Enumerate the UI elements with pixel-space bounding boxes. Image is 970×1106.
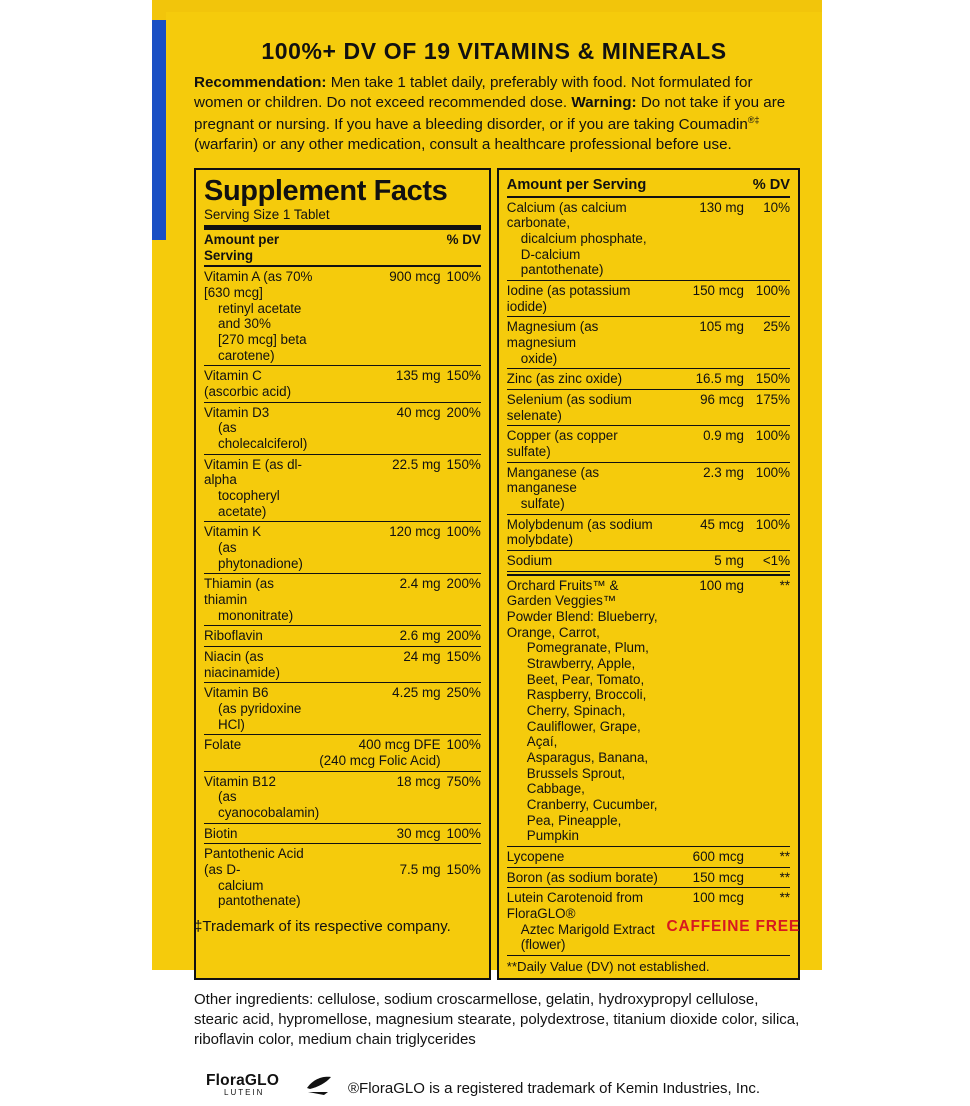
header-amount-per-serving: Amount per Serving: [507, 175, 658, 197]
nutrient-dv: 150%: [750, 369, 790, 390]
nutrient-amount: 16.5 mg: [658, 369, 750, 390]
table-row: [507, 462, 790, 514]
table-row: [204, 735, 481, 771]
floraglo-row: [206, 1072, 808, 1106]
left-white-background: [0, 0, 152, 970]
nutrient-name-line1: Vitamin A (as 70% [630 mcg]: [204, 269, 313, 300]
nutrient-name: Iodine (as potassium iodide): [507, 280, 658, 316]
right-white-background: [822, 0, 970, 970]
nutrient-dv: 100%: [750, 426, 790, 462]
nutrient-amount: 105 mg: [658, 317, 750, 369]
blend-dv: **: [750, 888, 790, 956]
table-row: [204, 771, 481, 823]
warning-label: Warning:: [571, 94, 637, 112]
blend-name-line2: Aztec Marigold Extract (flower): [520, 921, 655, 953]
label-content: [166, 12, 822, 1098]
leaf-swoosh-icon: [306, 1074, 332, 1096]
recommendation-text-2: Do not take if you are pregnant or nursing. If you have a bleeding disorder, or if you are taking Coumadin: [194, 94, 786, 133]
nutrient-dv: 100%: [750, 514, 790, 550]
table-header-row: [507, 175, 790, 197]
nutrient-amount: 130 mg: [658, 197, 750, 281]
nutrient-dv: 250%: [447, 683, 481, 735]
daily-value-footnote: **Daily Value (DV) not established.: [506, 959, 710, 975]
nutrient-name: Selenium (as sodium selenate): [507, 389, 658, 425]
floraglo-logo-subtitle: LUTEIN: [224, 1087, 265, 1097]
nutrient-dv: <1%: [750, 551, 790, 572]
nutrient-name-line1: Manganese (as manganese: [506, 464, 600, 496]
table-row: [204, 823, 481, 844]
nutrient-amount: 18 mcg: [319, 771, 446, 823]
nutrient-name: Folate: [204, 735, 319, 771]
nutrient-name-line2: (as cyanocobalamin): [218, 789, 320, 821]
nutrient-name-line2: (as phytonadione): [218, 540, 303, 571]
recommendation-label: Recommendation:: [194, 74, 327, 91]
table-row: [204, 626, 481, 647]
nutrient-name: [204, 454, 319, 522]
nutrient-dv: 100%: [447, 823, 481, 844]
nutrient-name: Biotin: [204, 823, 319, 844]
nutrient-name-line2: dicalcium phosphate,: [520, 230, 647, 246]
recommendation-text-3: (warfarin) or any other medication, consult a healthcare professional before use.: [194, 136, 732, 154]
table-row: [507, 197, 790, 281]
blend-name-line2: Powder Blend: Blueberry, Orange, Carrot,: [506, 609, 658, 640]
nutrient-dv: 10%: [750, 197, 790, 281]
nutrient-amount: [319, 735, 446, 771]
caffeine-free-badge: CAFFEINE FREE: [666, 918, 800, 935]
table-row: [204, 402, 481, 454]
nutrient-name-line1: Pantothenic Acid (as D-: [204, 846, 304, 878]
blend-name: Boron (as sodium borate): [507, 867, 658, 888]
nutrient-name-line1: Magnesium (as magnesium: [506, 319, 599, 350]
floraglo-logo-name: FloraGLO: [206, 1071, 280, 1089]
table-row: [507, 514, 790, 550]
nutrient-amount: 22.5 mg: [319, 454, 446, 522]
nutrient-name-line2: oxide): [520, 350, 558, 366]
header-percent-dv: % DV: [447, 230, 481, 266]
blend-name-line1: Orchard Fruits™ & Garden Veggies™: [506, 577, 619, 609]
nutrient-amount: 900 mcg: [319, 266, 446, 366]
table-header-row: [204, 230, 481, 266]
blend-amount: 100 mg: [658, 576, 750, 847]
coumadin-superscript: ®‡: [747, 114, 760, 125]
nutrient-name: [507, 317, 658, 369]
blend-line: Beet, Pear, Tomato, Raspberry, Broccoli,: [526, 671, 647, 703]
nutrient-name: [204, 266, 319, 366]
nutrient-amount-line1: 400 mcg DFE: [358, 737, 441, 753]
nutrient-dv: 100%: [750, 462, 790, 514]
blend-dv: **: [750, 867, 790, 888]
table-row: [507, 389, 790, 425]
nutrient-dv: 200%: [447, 626, 481, 647]
bottom-row: [194, 918, 800, 936]
nutrient-name-line2: mononitrate): [218, 607, 294, 623]
nutrient-dv: 100%: [750, 280, 790, 316]
nutrient-dv: 200%: [447, 402, 481, 454]
nutrient-name-line1: Vitamin B6: [204, 685, 269, 701]
table-row: [507, 426, 790, 462]
supplement-facts-panels: [194, 168, 800, 981]
table-row: [204, 647, 481, 683]
table-row: [507, 369, 790, 390]
table-row: [204, 522, 481, 574]
nutrient-dv: 150%: [447, 647, 481, 683]
nutrient-dv: 200%: [447, 574, 481, 626]
blend-amount: 100 mcg: [658, 888, 750, 956]
nutrient-dv: 100%: [447, 522, 481, 574]
table-row: [507, 280, 790, 316]
blend-table: [507, 576, 790, 956]
nutrient-name-line1: Vitamin D3: [204, 404, 270, 420]
blend-name: [507, 576, 658, 847]
table-row: [507, 867, 790, 888]
blend-line: Cherry, Spinach, Cauliflower, Grape, Açaí,: [526, 703, 641, 750]
nutrient-amount: 45 mcg: [658, 514, 750, 550]
nutrient-name-line1: Calcium (as calcium carbonate,: [506, 199, 627, 231]
table-row: [204, 266, 481, 366]
nutrient-amount: 2.4 mg: [319, 574, 446, 626]
floraglo-trademark-note: ®FloraGLO is a registered trademark of Kemin Industries, Inc.: [348, 1080, 761, 1098]
nutrient-name: [204, 522, 319, 574]
nutrient-name: [507, 462, 658, 514]
nutrient-name: [507, 197, 658, 281]
nutrient-name-line1: Vitamin E (as dl-alpha: [204, 456, 302, 488]
trademark-note: ‡Trademark of its respective company.: [194, 918, 451, 935]
nutrient-name-line2: sulfate): [520, 495, 565, 511]
blend-line: Pomegranate, Plum, Strawberry, Apple,: [526, 640, 649, 672]
supplement-facts-right-panel: [497, 168, 800, 981]
nutrient-name: Vitamin C (ascorbic acid): [204, 366, 319, 402]
table-row: [507, 576, 790, 847]
nutrient-amount: 4.25 mg: [319, 683, 446, 735]
nutrient-dv: 100%: [447, 735, 481, 771]
supplement-facts-title: Supplement Facts: [204, 174, 448, 207]
blend-name-line1: Lutein Carotenoid from FloraGLO®: [506, 890, 644, 922]
nutrient-dv: 750%: [447, 771, 481, 823]
nutrient-name-line1: Vitamin B12: [204, 773, 276, 789]
nutrient-amount-line2: (240 mcg Folic Acid): [319, 753, 441, 769]
nutrient-name: Niacin (as niacinamide): [204, 647, 319, 683]
blend-amount: 150 mcg: [658, 867, 750, 888]
other-ingredients: Other ingredients: cellulose, sodium croscarmellose, gelatin, hydroxypropyl cellulose, stearic acid, hypromellose, magnesium stearate, polydextrose, titanium dioxide color, silica, riboflavin color, medium chain triglycerides: [194, 991, 800, 1048]
blend-line: Asparagus, Banana, Brussels Sprout, Cabbage,: [526, 750, 649, 797]
nutrient-dv: 150%: [447, 454, 481, 522]
nutrient-amount: 96 mcg: [658, 389, 750, 425]
nutrient-amount: 5 mg: [658, 551, 750, 572]
header-amount-per-serving: Amount per Serving: [204, 230, 319, 266]
table-row: [204, 844, 481, 911]
nutrient-dv: 25%: [750, 317, 790, 369]
nutrient-name-line1: Vitamin K: [204, 524, 262, 540]
nutrient-name: Zinc (as zinc oxide): [507, 369, 658, 390]
serving-size: Serving Size 1 Tablet: [204, 206, 330, 222]
nutrient-name: Copper (as copper sulfate): [507, 426, 658, 462]
nutrient-name: Sodium: [507, 551, 658, 572]
header-spacer: [658, 175, 750, 197]
headline: 100%+ DV OF 19 VITAMINS & MINERALS: [261, 38, 727, 64]
nutrient-name: [204, 771, 319, 823]
table-row: [204, 454, 481, 522]
right-nutrient-table: [507, 175, 790, 572]
nutrient-name-line2: (as pyridoxine HCl): [218, 701, 302, 732]
table-row: [507, 847, 790, 868]
nutrient-dv: 150%: [446, 862, 481, 878]
nutrient-name: Riboflavin: [204, 626, 319, 647]
table-row: [204, 366, 481, 402]
nutrient-name-line2: tocopheryl acetate): [218, 488, 280, 519]
floraglo-logo: [206, 1072, 334, 1106]
nutrient-name-line3: [270 mcg] beta carotene): [218, 331, 307, 363]
nutrient-amount: 2.6 mg: [319, 626, 446, 647]
table-row: [204, 683, 481, 735]
table-row: [204, 574, 481, 626]
nutrient-amount: 2.3 mg: [658, 462, 750, 514]
nutrient-name-line2: retinyl acetate and 30%: [218, 300, 302, 332]
blend-name: Lycopene: [507, 847, 658, 868]
nutrient-name: [204, 402, 319, 454]
nutrient-amount: 135 mg: [319, 366, 446, 402]
nutrient-name: [204, 683, 319, 735]
table-row: [507, 317, 790, 369]
nutrient-amount: 7.5 mg: [399, 862, 441, 878]
blend-dv: **: [750, 576, 790, 847]
table-row: [507, 551, 790, 572]
header-spacer: [319, 230, 446, 266]
nutrient-amount: 150 mcg: [658, 280, 750, 316]
nutrient-name-line2: calcium pantothenate): [218, 877, 301, 909]
supplement-facts-left-panel: [194, 168, 491, 981]
nutrient-name-line1: Thiamin (as thiamin: [204, 576, 274, 608]
nutrient-dv: 175%: [750, 389, 790, 425]
recommendation-text-1: Men take 1 tablet daily, preferably with food. Not formulated for women or children. Do not exceed recommended dose.: [194, 74, 753, 112]
spine-yellow-strip: [152, 240, 166, 970]
nutrient-name-line3: D-calcium pantothenate): [520, 246, 604, 278]
blend-line: Cranberry, Cucumber, Pea, Pineapple, Pumpkin: [526, 797, 658, 844]
nutrient-dv: 100%: [447, 266, 481, 366]
nutrient-name-line2: (as cholecalciferol): [218, 420, 308, 451]
nutrient-name: [204, 844, 319, 911]
nutrient-amount: 30 mcg: [319, 823, 446, 844]
nutrient-amount: 120 mcg: [319, 522, 446, 574]
nutrient-amount: 24 mg: [319, 647, 446, 683]
blend-dv: **: [750, 847, 790, 868]
nutrient-amount: 0.9 mg: [658, 426, 750, 462]
nutrient-amount: 40 mcg: [319, 402, 446, 454]
blend-amount: 600 mcg: [658, 847, 750, 868]
nutrient-name: [204, 574, 319, 626]
spine-blue-strip: [152, 12, 166, 240]
recommendation-paragraph: [194, 73, 800, 156]
nutrient-name: Molybdenum (as sodium molybdate): [507, 514, 658, 550]
left-nutrient-table: [204, 230, 481, 911]
nutrient-dv: 150%: [447, 366, 481, 402]
header-percent-dv: % DV: [750, 175, 790, 197]
